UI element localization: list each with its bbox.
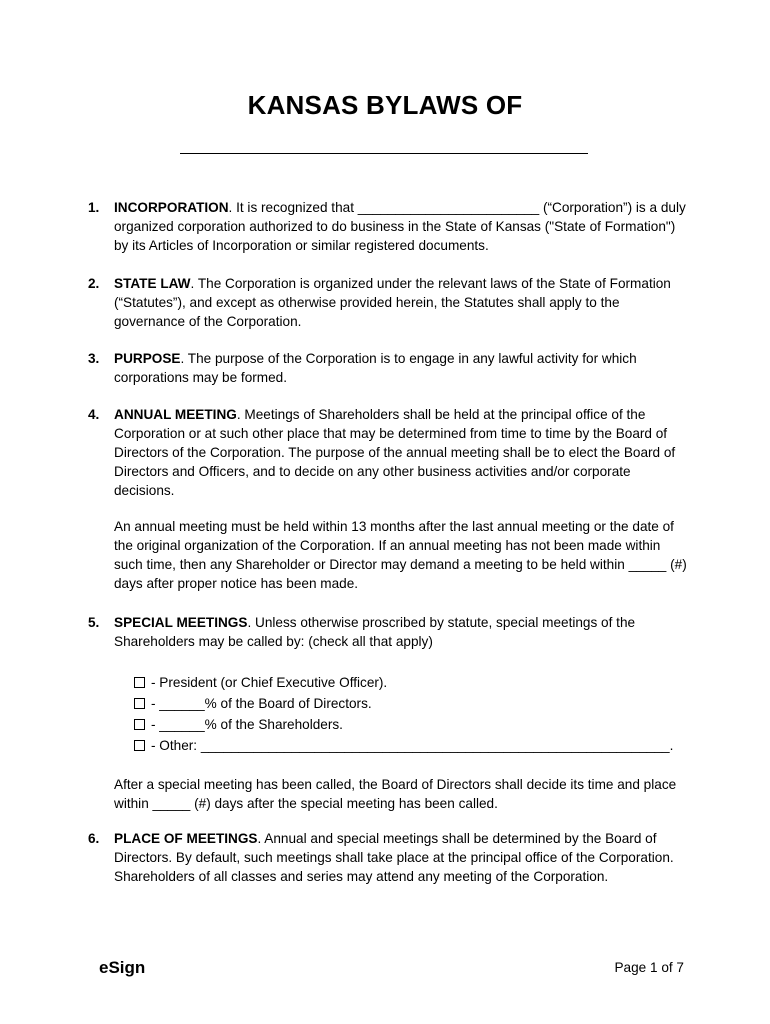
esign-logo: eSign xyxy=(99,958,146,977)
checkbox[interactable] xyxy=(134,740,145,751)
option-president xyxy=(134,673,688,694)
checkbox[interactable] xyxy=(134,677,145,688)
title-blank-line xyxy=(180,153,588,154)
option-board xyxy=(134,694,688,715)
section-heading: PURPOSE xyxy=(114,351,181,366)
section-text: . It is recognized that ________________________ (“Corporation”) is a duly organized corporation authorized to do business in the State of Kansas ("State of Formation") by its Articles of Incorporation or similar registered documents. xyxy=(114,200,686,253)
section-text: . Meetings of Shareholders shall be held at the principal office of the Corporation or at such other place that may be determined from time to time by the Board of Directors of the Corporation. The purpose of the annual meeting shall be to elect the Board of Directors and Officers, and to decide on any other business activities and/or corporate decisions. xyxy=(114,407,676,498)
page-number: Page 1 of 7 xyxy=(614,960,684,975)
section-number: 4. xyxy=(88,407,100,422)
section-number: 2. xyxy=(88,276,100,291)
section-paragraph: After a special meeting has been called, the Board of Directors shall decide its time and place within _____ (#) days after the special meeting has been called. xyxy=(114,777,677,811)
section-text: . The Corporation is organized under the relevant laws of the State of Formation (“Statutes”), and except as otherwise provided herein, the Statutes shall apply to the governance of the Corporation. xyxy=(114,276,671,329)
section-heading: STATE LAW xyxy=(114,276,191,291)
option-label: - ______% of the Board of Directors. xyxy=(151,696,372,711)
document-title: KANSAS BYLAWS OF xyxy=(247,90,523,120)
section-heading: PLACE OF MEETINGS xyxy=(114,831,258,846)
section-text: . Unless otherwise proscribed by statute, special meetings of the Shareholders may be called by: (check all that apply) xyxy=(114,615,636,649)
section-paragraph: An annual meeting must be held within 13 months after the last annual meeting or the date of the original organization of the Corporation. If an annual meeting has not been made within such time, then any Shareholder or Director may demand a meeting to be held within _____ (#) days after proper notice has been made. xyxy=(114,519,687,591)
section-heading: ANNUAL MEETING xyxy=(114,407,237,422)
section-text: . The purpose of the Corporation is to engage in any lawful activity for which corporations may be formed. xyxy=(114,351,637,385)
checkbox[interactable] xyxy=(134,719,145,730)
option-other xyxy=(134,736,688,757)
section-text: . Annual and special meetings shall be determined by the Board of Directors. By default, such meetings shall take place at the principal office of the Corporation. Shareholders of all classes and series may attend any meeting of the Corporation. xyxy=(114,831,674,884)
option-shareholders xyxy=(134,715,688,736)
option-label: - President (or Chief Executive Officer). xyxy=(151,675,388,690)
section-number: 6. xyxy=(88,831,100,846)
section-heading: SPECIAL MEETINGS xyxy=(114,615,248,630)
section-number: 1. xyxy=(88,200,100,215)
section-heading: INCORPORATION xyxy=(114,200,229,215)
special-meeting-options xyxy=(134,673,688,757)
section-number: 3. xyxy=(88,351,100,366)
option-label: - ______% of the Shareholders. xyxy=(151,717,343,732)
option-label: - Other: ______________________________________________________________. xyxy=(151,738,674,753)
checkbox[interactable] xyxy=(134,698,145,709)
section-number: 5. xyxy=(88,615,100,630)
